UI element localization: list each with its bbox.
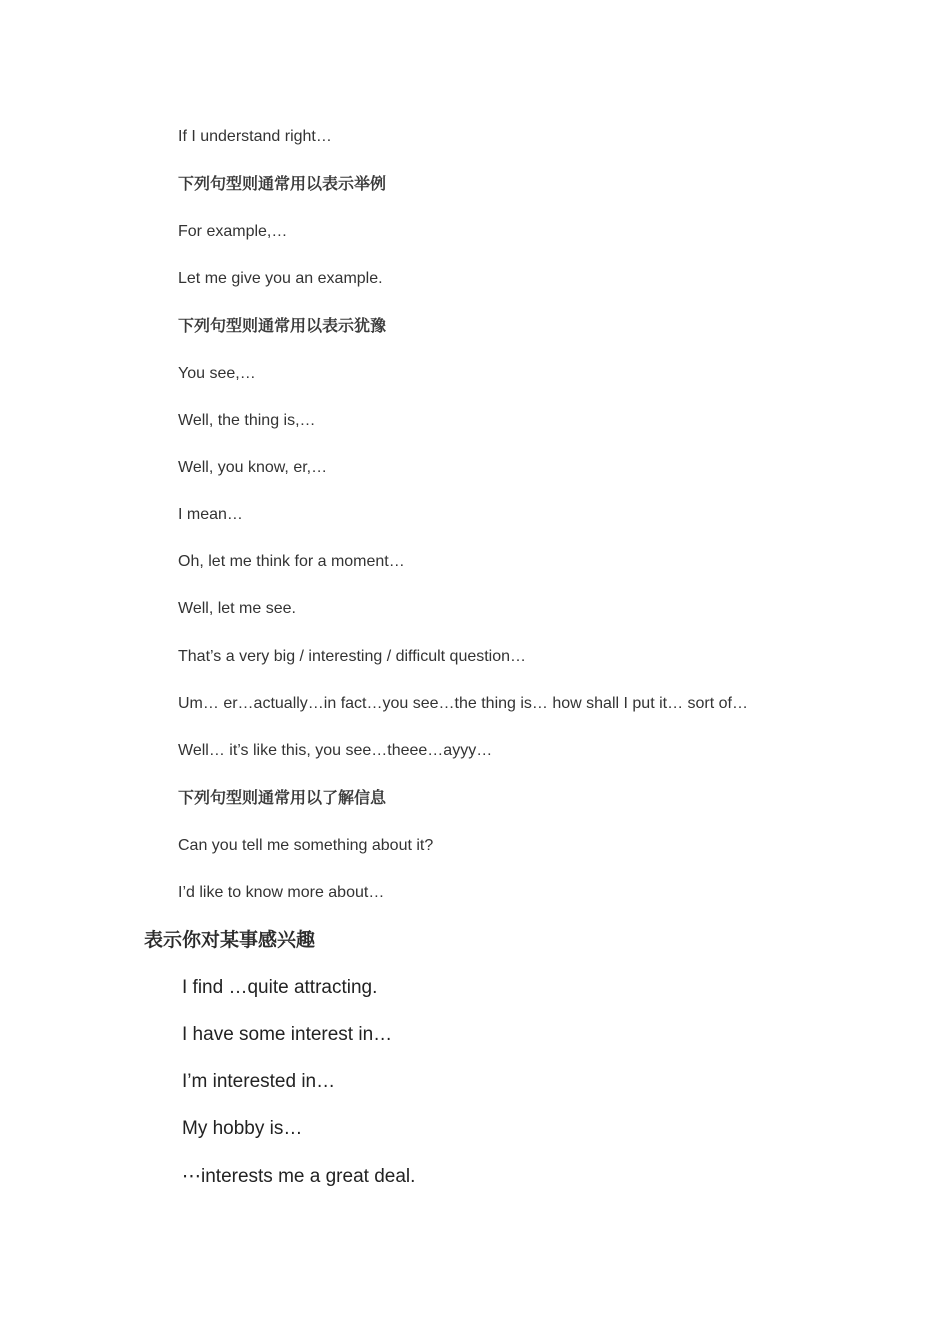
- phrase-line: You see,…: [178, 365, 256, 382]
- interest-phrase: I’m interested in…: [182, 1071, 336, 1092]
- phrase-line: I’d like to know more about…: [178, 884, 385, 901]
- phrase-line: Well, you know, er,…: [178, 459, 328, 476]
- phrase-line: Can you tell me something about it?: [178, 837, 434, 854]
- phrase-line: If I understand right…: [178, 128, 332, 145]
- phrase-line: Oh, let me think for a moment…: [178, 553, 405, 570]
- subheading-information: 下列句型则通常用以了解信息: [178, 790, 387, 807]
- phrase-line: Um… er…actually…in fact…you see…the thing is… how shall I put it… sort of…: [178, 695, 748, 712]
- phrase-line: Well, the thing is,…: [178, 412, 316, 429]
- subheading-examples: 下列句型则通常用以表示举例: [178, 176, 387, 193]
- section-title-interest: 表示你对某事感兴趣: [144, 930, 316, 951]
- interest-phrase: My hobby is…: [182, 1118, 303, 1139]
- phrase-line: I mean…: [178, 506, 243, 523]
- subheading-hesitation: 下列句型则通常用以表示犹豫: [178, 318, 387, 335]
- interest-phrase: I have some interest in…: [182, 1024, 393, 1045]
- phrase-line: That’s a very big / interesting / difficult question…: [178, 648, 527, 665]
- interest-phrase: I find …quite attracting.: [182, 977, 378, 998]
- phrase-line: Well… it’s like this, you see…theee…ayyy…: [178, 742, 493, 759]
- phrase-line: For example,…: [178, 223, 288, 240]
- phrase-line: Well, let me see.: [178, 600, 296, 617]
- interest-phrase: ⋯interests me a great deal.: [182, 1166, 416, 1187]
- phrase-line: Let me give you an example.: [178, 270, 383, 287]
